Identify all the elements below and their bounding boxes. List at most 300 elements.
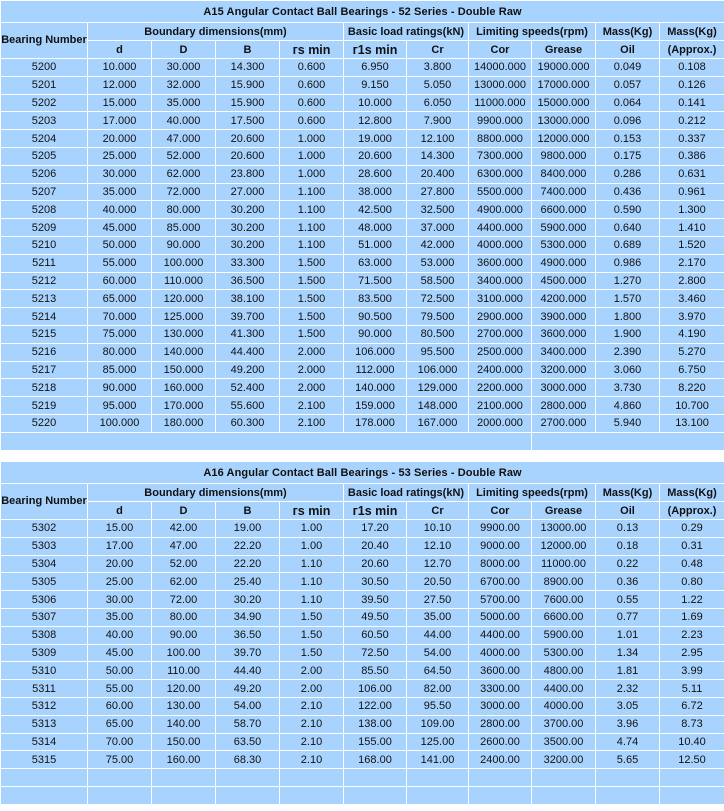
- filler-cell: [532, 433, 724, 450]
- table-cell: 7300.000: [469, 148, 531, 165]
- table-cell: 0.13: [596, 520, 659, 537]
- table-cell: 1.100: [280, 201, 343, 218]
- table-row: [1, 148, 724, 165]
- bearing-number-cell: 5308: [1, 627, 87, 644]
- table-cell: 2.10: [280, 734, 343, 751]
- table-cell: 1.270: [596, 273, 659, 290]
- table-cell: 1.10: [280, 556, 343, 573]
- table-cell: 35.000: [88, 184, 151, 201]
- table-cell: 3.460: [660, 290, 724, 307]
- table-cell: 64.50: [407, 662, 468, 679]
- table-cell: 8800.000: [469, 130, 531, 147]
- table-cell: 49.200: [216, 362, 279, 379]
- table-cell: 3300.00: [469, 680, 531, 697]
- blank-cell: [407, 769, 468, 786]
- col-header-d: d: [88, 41, 151, 58]
- bearing-number-cell: 5219: [1, 397, 87, 414]
- table-cell: 90.000: [344, 326, 406, 343]
- table-cell: 1.50: [280, 645, 343, 662]
- table-cell: 55.000: [88, 255, 151, 272]
- table-row: [1, 645, 724, 662]
- table-row: [1, 184, 724, 201]
- table-cell: 45.000: [88, 219, 151, 236]
- table-cell: 0.286: [596, 166, 659, 183]
- table-cell: 0.337: [660, 130, 724, 147]
- table-cell: 35.00: [407, 609, 468, 626]
- table-cell: 10.700: [660, 397, 724, 414]
- table-cell: 5900.00: [532, 627, 595, 644]
- boundary-dimensions-header: Boundary dimensions(mm): [88, 23, 343, 40]
- table-cell: 9.150: [344, 77, 406, 94]
- bearing-number-cell: 5201: [1, 77, 87, 94]
- table-row: [1, 326, 724, 343]
- table-a16-section: [0, 461, 724, 805]
- table-cell: 70.00: [88, 734, 151, 751]
- table-cell: 0.36: [596, 573, 659, 590]
- bearing-number-cell: 5217: [1, 362, 87, 379]
- table-cell: 4.74: [596, 734, 659, 751]
- table-cell: 0.55: [596, 591, 659, 608]
- table-cell: 1.520: [660, 237, 724, 254]
- table-cell: 4200.000: [532, 290, 595, 307]
- table-cell: 0.18: [596, 538, 659, 555]
- table-cell: 10.10: [407, 520, 468, 537]
- table-cell: 42.00: [152, 520, 215, 537]
- table-cell: 60.50: [344, 627, 406, 644]
- table-cell: 58.70: [216, 716, 279, 733]
- table-cell: 125.00: [407, 734, 468, 751]
- table-cell: 47.000: [152, 130, 215, 147]
- table-cell: 12000.000: [532, 130, 595, 147]
- table-cell: 75.000: [88, 326, 151, 343]
- table-cell: 0.590: [596, 201, 659, 218]
- table-cell: 120.00: [152, 680, 215, 697]
- table-cell: 23.800: [216, 166, 279, 183]
- table-row: [1, 698, 724, 715]
- table-cell: 100.00: [152, 645, 215, 662]
- bearing-number-cell: 5304: [1, 556, 87, 573]
- col-header-D: D: [152, 502, 215, 519]
- table-cell: 19.000: [344, 130, 406, 147]
- table-cell: 5000.00: [469, 609, 531, 626]
- table-cell: 20.600: [216, 130, 279, 147]
- table-cell: 2.390: [596, 344, 659, 361]
- table-row: [1, 379, 724, 396]
- blank-cell: [88, 787, 151, 804]
- table-cell: 40.000: [152, 112, 215, 129]
- table-cell: 80.00: [152, 609, 215, 626]
- col-header-oil: Oil: [596, 502, 659, 519]
- table-cell: 80.500: [407, 326, 468, 343]
- table-cell: 6.950: [344, 59, 406, 76]
- table-cell: 0.600: [280, 112, 343, 129]
- table-cell: 58.500: [407, 273, 468, 290]
- table-cell: 1.570: [596, 290, 659, 307]
- table-cell: 130.000: [152, 326, 215, 343]
- table-cell: 3900.000: [532, 308, 595, 325]
- table-cell: 100.000: [88, 415, 151, 432]
- table-cell: 1.00: [280, 538, 343, 555]
- table-cell: 3700.00: [532, 716, 595, 733]
- table-cell: 30.00: [88, 591, 151, 608]
- table-cell: 2700.000: [532, 415, 595, 432]
- table-row: [1, 166, 724, 183]
- table-cell: 0.386: [660, 148, 724, 165]
- table-cell: 150.00: [152, 734, 215, 751]
- table-cell: 7.900: [407, 112, 468, 129]
- table-row: [1, 290, 724, 307]
- table-cell: 120.000: [152, 290, 215, 307]
- table-cell: 3.730: [596, 379, 659, 396]
- table-cell: 5.270: [660, 344, 724, 361]
- table-cell: 14.300: [216, 59, 279, 76]
- table-cell: 2500.000: [469, 344, 531, 361]
- bearing-number-cell: 5211: [1, 255, 87, 272]
- blank-cell: [344, 769, 406, 786]
- table-cell: 1.300: [660, 201, 724, 218]
- table-cell: 4900.000: [469, 201, 531, 218]
- mass-header: Mass(Kg): [660, 484, 724, 501]
- table-cell: 42.000: [407, 237, 468, 254]
- table-cell: 9900.000: [469, 112, 531, 129]
- table-cell: 50.00: [88, 662, 151, 679]
- table-cell: 1.10: [280, 591, 343, 608]
- table-cell: 27.000: [216, 184, 279, 201]
- table-row: [1, 255, 724, 272]
- table-cell: 2.32: [596, 680, 659, 697]
- table-cell: 72.500: [407, 290, 468, 307]
- table-cell: 122.00: [344, 698, 406, 715]
- table-cell: 30.200: [216, 237, 279, 254]
- table-cell: 2100.000: [469, 397, 531, 414]
- table-cell: 5500.000: [469, 184, 531, 201]
- table-cell: 17.500: [216, 112, 279, 129]
- col-header-cor: Cor: [469, 41, 531, 58]
- table-cell: 0.600: [280, 95, 343, 112]
- col-header-D: D: [152, 41, 215, 58]
- bearing-number-cell: 5215: [1, 326, 87, 343]
- table-cell: 60.00: [88, 698, 151, 715]
- table-a15-body: [1, 59, 724, 432]
- table-cell: 1.410: [660, 219, 724, 236]
- table-cell: 8.73: [660, 716, 724, 733]
- table-cell: 15.000: [88, 95, 151, 112]
- table-cell: 159.000: [344, 397, 406, 414]
- bearing-number-cell: 5210: [1, 237, 87, 254]
- blank-cell: [88, 769, 151, 786]
- table-cell: 3.99: [660, 662, 724, 679]
- col-header-r1s-min: г1s min: [344, 41, 406, 58]
- table-cell: 3000.00: [469, 698, 531, 715]
- table-cell: 0.961: [660, 184, 724, 201]
- table-cell: 1.10: [280, 573, 343, 590]
- table-cell: 22.20: [216, 538, 279, 555]
- table-cell: 112.000: [344, 362, 406, 379]
- table-cell: 8400.000: [532, 166, 595, 183]
- table-cell: 8.220: [660, 379, 724, 396]
- table-cell: 0.31: [660, 538, 724, 555]
- table-cell: 19000.000: [532, 59, 595, 76]
- table-cell: 0.064: [596, 95, 659, 112]
- table-cell: 160.00: [152, 751, 215, 768]
- col-header-cr: Cr: [407, 41, 468, 58]
- table-cell: 15.00: [88, 520, 151, 537]
- table-cell: 17000.000: [532, 77, 595, 94]
- bearing-number-cell: 5208: [1, 201, 87, 218]
- bearing-number-cell: 5218: [1, 379, 87, 396]
- bearing-number-cell: 5213: [1, 290, 87, 307]
- table-cell: 1.22: [660, 591, 724, 608]
- table-cell: 109.00: [407, 716, 468, 733]
- table-cell: 1.50: [280, 609, 343, 626]
- table-cell: 20.600: [344, 148, 406, 165]
- table-cell: 20.000: [88, 130, 151, 147]
- table-cell: 106.000: [344, 344, 406, 361]
- table-cell: 6.750: [660, 362, 724, 379]
- table-cell: 2.800: [660, 273, 724, 290]
- table-cell: 4400.000: [469, 219, 531, 236]
- col-header-approx: (Approx.): [660, 41, 724, 58]
- table-cell: 40.00: [88, 627, 151, 644]
- table-cell: 0.986: [596, 255, 659, 272]
- table-cell: 5.940: [596, 415, 659, 432]
- table-cell: 19.00: [216, 520, 279, 537]
- table-cell: 35.00: [88, 609, 151, 626]
- bearing-number-cell: 5220: [1, 415, 87, 432]
- table-cell: 3.96: [596, 716, 659, 733]
- table-cell: 95.50: [407, 698, 468, 715]
- table-cell: 13000.000: [532, 112, 595, 129]
- table-cell: 90.00: [152, 627, 215, 644]
- bearing-number-cell: 5305: [1, 573, 87, 590]
- table-cell: 167.000: [407, 415, 468, 432]
- blank-cell: [216, 787, 279, 804]
- blank-cell: [596, 787, 659, 804]
- table-cell: 15000.000: [532, 95, 595, 112]
- mass-header: Mass(Kg): [660, 23, 724, 40]
- col-header-r1s-min: г1s min: [344, 502, 406, 519]
- bearing-number-cell: 5212: [1, 273, 87, 290]
- table-cell: 20.40: [344, 538, 406, 555]
- table-row: [1, 397, 724, 414]
- blank-cell: [152, 787, 215, 804]
- bearing-number-header: Bearing Number: [1, 484, 87, 519]
- table-cell: 17.00: [88, 538, 151, 555]
- table-cell: 0.141: [660, 95, 724, 112]
- col-header-B: B: [216, 41, 279, 58]
- table-cell: 13.100: [660, 415, 724, 432]
- table-cell: 54.00: [407, 645, 468, 662]
- mass-header: Mass(Kg): [596, 484, 659, 501]
- table-cell: 3200.000: [532, 362, 595, 379]
- bearing-number-cell: 5311: [1, 680, 87, 697]
- table-cell: 25.000: [88, 148, 151, 165]
- table-cell: 82.00: [407, 680, 468, 697]
- limiting-speeds-header: Limiting speeds(rpm): [469, 23, 595, 40]
- table-cell: 39.70: [216, 645, 279, 662]
- table-cell: 80.000: [88, 344, 151, 361]
- table-row: [1, 680, 724, 697]
- table-cell: 28.600: [344, 166, 406, 183]
- table-cell: 80.000: [152, 201, 215, 218]
- limiting-speeds-header: Limiting speeds(rpm): [469, 484, 595, 501]
- table-cell: 2800.000: [532, 397, 595, 414]
- table-cell: 3000.000: [532, 379, 595, 396]
- table-cell: 2900.000: [469, 308, 531, 325]
- table-cell: 85.50: [344, 662, 406, 679]
- table-cell: 2.10: [280, 716, 343, 733]
- table-cell: 39.50: [344, 591, 406, 608]
- table-cell: 0.77: [596, 609, 659, 626]
- table-cell: 0.689: [596, 237, 659, 254]
- table-cell: 110.00: [152, 662, 215, 679]
- blank-cell: [660, 787, 724, 804]
- bearing-number-cell: 5200: [1, 59, 87, 76]
- table-cell: 1.01: [596, 627, 659, 644]
- blank-cell: [152, 769, 215, 786]
- table-cell: 106.000: [407, 362, 468, 379]
- table-row: [1, 716, 724, 733]
- blank-cell: [532, 769, 595, 786]
- table-cell: 2.100: [280, 415, 343, 432]
- table-cell: 65.000: [88, 290, 151, 307]
- table-cell: 38.000: [344, 184, 406, 201]
- table-cell: 2800.00: [469, 716, 531, 733]
- table-cell: 95.500: [407, 344, 468, 361]
- table-cell: 2.10: [280, 698, 343, 715]
- table-cell: 2.000: [280, 344, 343, 361]
- table-cell: 1.00: [280, 520, 343, 537]
- table-cell: 12.10: [407, 538, 468, 555]
- table-cell: 2000.000: [469, 415, 531, 432]
- col-header-grease: Grease: [532, 502, 595, 519]
- table-cell: 34.90: [216, 609, 279, 626]
- bearing-number-cell: 5315: [1, 751, 87, 768]
- table-cell: 63.50: [216, 734, 279, 751]
- table-cell: 25.40: [216, 573, 279, 590]
- table-cell: 20.600: [216, 148, 279, 165]
- table-row: [1, 219, 724, 236]
- table-row: [1, 591, 724, 608]
- table-cell: 36.50: [216, 627, 279, 644]
- table-cell: 2.95: [660, 645, 724, 662]
- table-cell: 13000.00: [532, 520, 595, 537]
- table-cell: 5.11: [660, 680, 724, 697]
- table-cell: 4000.000: [469, 237, 531, 254]
- table-cell: 0.29: [660, 520, 724, 537]
- table-cell: 1.100: [280, 184, 343, 201]
- table-cell: 44.00: [407, 627, 468, 644]
- table-cell: 8900.00: [532, 573, 595, 590]
- col-header-d: d: [88, 502, 151, 519]
- table-cell: 11000.000: [469, 95, 531, 112]
- bearing-number-cell: 5216: [1, 344, 87, 361]
- table-cell: 30.000: [88, 166, 151, 183]
- bearing-number-cell: 5202: [1, 95, 87, 112]
- table-cell: 15.900: [216, 95, 279, 112]
- table-cell: 90.500: [344, 308, 406, 325]
- table-cell: 2.100: [280, 397, 343, 414]
- table-cell: 110.000: [152, 273, 215, 290]
- table-cell: 1.100: [280, 237, 343, 254]
- table-cell: 95.000: [88, 397, 151, 414]
- blank-cell: [469, 769, 531, 786]
- table-cell: 0.640: [596, 219, 659, 236]
- bearing-number-cell: 5302: [1, 520, 87, 537]
- table-cell: 32.500: [407, 201, 468, 218]
- table-cell: 30.200: [216, 201, 279, 218]
- table-cell: 1.500: [280, 273, 343, 290]
- blank-cell: [280, 769, 343, 786]
- table-cell: 138.00: [344, 716, 406, 733]
- blank-cell: [469, 787, 531, 804]
- table-cell: 5700.00: [469, 591, 531, 608]
- table-cell: 140.00: [152, 716, 215, 733]
- table-cell: 5.050: [407, 77, 468, 94]
- table-cell: 1.500: [280, 326, 343, 343]
- table-cell: 38.100: [216, 290, 279, 307]
- bearing-number-cell: 5309: [1, 645, 87, 662]
- blank-cell: [596, 769, 659, 786]
- table-cell: 55.600: [216, 397, 279, 414]
- table-cell: 12.50: [660, 751, 724, 768]
- table-cell: 36.500: [216, 273, 279, 290]
- table-cell: 2400.000: [469, 362, 531, 379]
- table-cell: 1.000: [280, 130, 343, 147]
- table-cell: 12.800: [344, 112, 406, 129]
- table-cell: 2600.00: [469, 734, 531, 751]
- table-row: [1, 556, 724, 573]
- table-cell: 0.48: [660, 556, 724, 573]
- table-cell: 4.860: [596, 397, 659, 414]
- table-cell: 63.000: [344, 255, 406, 272]
- col-header-B: B: [216, 502, 279, 519]
- table-cell: 0.436: [596, 184, 659, 201]
- table-cell: 129.000: [407, 379, 468, 396]
- table-cell: 8000.00: [469, 556, 531, 573]
- table-cell: 32.000: [152, 77, 215, 94]
- table-cell: 11000.00: [532, 556, 595, 573]
- table-cell: 0.175: [596, 148, 659, 165]
- table-cell: 2.000: [280, 379, 343, 396]
- table-cell: 150.000: [152, 362, 215, 379]
- table-cell: 141.00: [407, 751, 468, 768]
- blank-cell: [407, 787, 468, 804]
- table-cell: 52.400: [216, 379, 279, 396]
- table-cell: 0.108: [660, 59, 724, 76]
- table-cell: 6700.00: [469, 573, 531, 590]
- table-cell: 3100.000: [469, 290, 531, 307]
- table-cell: 0.600: [280, 77, 343, 94]
- table-cell: 68.30: [216, 751, 279, 768]
- blank-cell: [280, 787, 343, 804]
- col-header-grease: Grease: [532, 41, 595, 58]
- table-cell: 5300.000: [532, 237, 595, 254]
- table-cell: 20.00: [88, 556, 151, 573]
- table-cell: 0.049: [596, 59, 659, 76]
- bearing-number-cell: 5306: [1, 591, 87, 608]
- bearing-number-cell: 5203: [1, 112, 87, 129]
- bearing-number-cell: 5314: [1, 734, 87, 751]
- bearing-number-cell: 5209: [1, 219, 87, 236]
- table-cell: 4000.00: [469, 645, 531, 662]
- table-row: [1, 362, 724, 379]
- table-row: [1, 95, 724, 112]
- table-cell: 72.000: [152, 184, 215, 201]
- table-cell: 48.000: [344, 219, 406, 236]
- table-cell: 25.00: [88, 573, 151, 590]
- table-cell: 168.00: [344, 751, 406, 768]
